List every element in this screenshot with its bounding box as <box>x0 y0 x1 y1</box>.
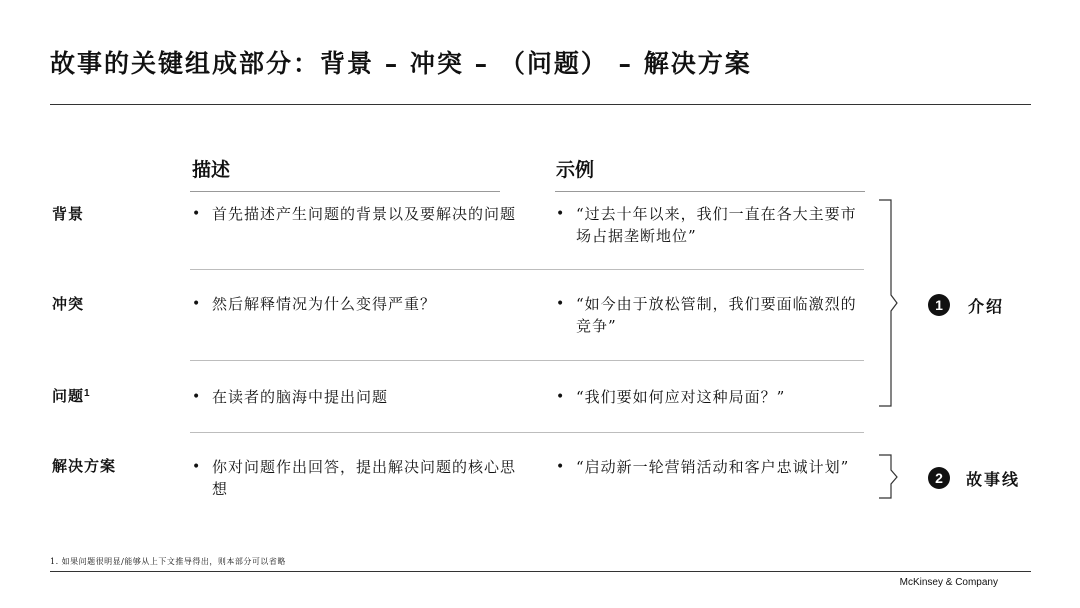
row-label-background <box>52 203 84 224</box>
conflict-example: • “如今由于放松管制，我们要面临激烈的竞争” <box>556 293 871 337</box>
question-description: • 在读者的脑海中提出问题 <box>192 386 522 408</box>
group-label-intro: 介绍 <box>968 297 1005 316</box>
background-description: • 首先描述产生问题的背景以及要解决的问题 <box>192 203 522 225</box>
group-number-badge: 2 <box>928 467 950 489</box>
conflict-description: • 然后解释情况为什么变得严重？ <box>192 293 522 315</box>
row-divider <box>190 269 864 270</box>
row-divider <box>190 432 864 433</box>
group-label-storyline: 故事线 <box>966 470 1021 489</box>
storyline-brace <box>874 453 904 501</box>
row-label-conflict <box>52 293 84 314</box>
row-label-text: 问题 <box>52 387 85 405</box>
footnote-marker: 1 <box>84 388 91 399</box>
resolution-example: • “启动新一轮营销活动和客户忠诚计划” <box>556 456 871 478</box>
description-header-rule <box>190 191 500 192</box>
title-divider <box>50 104 1031 105</box>
row-label-resolution <box>52 455 116 476</box>
question-example: • “我们要如何应对这种局面？” <box>556 386 871 408</box>
group-number-badge: 1 <box>928 294 950 316</box>
description-column-header: 描述 <box>192 159 231 181</box>
intro-brace <box>874 198 904 410</box>
row-label-text: 冲突 <box>52 295 85 313</box>
row-divider <box>190 360 864 361</box>
example-header-rule <box>555 191 865 192</box>
row-label-text: 解决方案 <box>52 457 117 475</box>
background-example: • “过去十年以来，我们一直在各大主要市场占据垄断地位” <box>556 203 871 247</box>
row-label-question <box>52 385 91 406</box>
resolution-description: • 你对问题作出回答，提出解决问题的核心思想 <box>192 456 522 500</box>
example-column-header: 示例 <box>556 159 595 181</box>
page-title: 故事的关键组成部分：背景 – 冲突 – （问题） – 解决方案 <box>50 49 752 78</box>
footer-divider <box>50 571 1031 572</box>
row-label-text: 背景 <box>52 205 85 223</box>
brand-logo-text: McKinsey & Company <box>899 577 998 588</box>
footnote: 1. 如果问题很明显/能够从上下文推导得出，则本部分可以省略 <box>50 557 286 566</box>
